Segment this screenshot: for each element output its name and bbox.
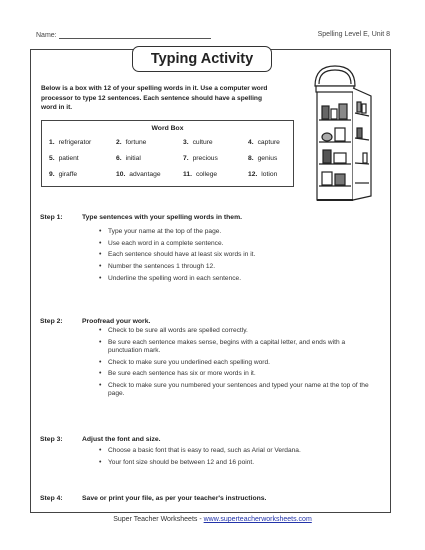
word-item: 10. advantage <box>116 171 161 178</box>
list-item: • Use each word in a complete sentence. <box>99 240 369 248</box>
step-3-title: Adjust the font and size. <box>82 436 161 443</box>
step-2-label: Step 2: <box>40 318 63 325</box>
step-3-label: Step 3: <box>40 436 63 443</box>
level-label: Spelling Level E, Unit 8 <box>317 31 390 38</box>
word-item: 6. initial <box>116 155 141 162</box>
word-item: 9. giraffe <box>49 171 78 178</box>
list-item: • Check to make sure you underlined each spelling word. <box>99 359 369 367</box>
list-item: • Be sure each sentence has six or more words in it. <box>99 370 369 378</box>
step-2-title: Proofread your work. <box>82 318 151 325</box>
name-line <box>59 31 211 39</box>
step-1-label: Step 1: <box>40 214 63 221</box>
list-item: • Underline the spelling word in each sentence. <box>99 275 369 283</box>
word-item: 2. fortune <box>116 139 147 146</box>
word-item: 11. college <box>183 171 218 178</box>
word-box <box>41 120 294 187</box>
step-1-title: Type sentences with your spelling words in them. <box>82 214 243 221</box>
footer <box>0 516 425 523</box>
step-3-list <box>99 447 369 470</box>
word-item: 3. culture <box>183 139 213 146</box>
word-item: 1. refrigerator <box>49 139 92 146</box>
list-item: • Each sentence should have at least six words in it. <box>99 251 369 259</box>
word-item: 7. precious <box>183 155 218 162</box>
footer-text: Super Teacher Worksheets - <box>113 516 204 523</box>
word-item: 4. capture <box>248 139 280 146</box>
step-1-list <box>99 228 369 287</box>
word-box-title: Word Box <box>151 125 184 132</box>
page-title: Typing Activity <box>132 46 272 72</box>
word-item: 5. patient <box>49 155 79 162</box>
intro-text: Below is a box with 12 of your spelling words in it. Use a computer word processor to type 12 sentences. Each sentence should have a spelling word in it. <box>41 85 268 112</box>
footer-link[interactable]: www.superteacherworksheets.com <box>203 516 312 523</box>
name-field <box>36 31 211 39</box>
step-2-list <box>99 327 369 402</box>
step-4-label: Step 4: <box>40 495 63 502</box>
list-item: • Type your name at the top of the page. <box>99 228 369 236</box>
list-item: • Choose a basic font that is easy to read, such as Arial or Verdana. <box>99 447 369 455</box>
word-item: 8. genius <box>248 155 278 162</box>
list-item: • Be sure each sentence makes sense, begins with a capital letter, and ends with a punctuation mark. <box>99 339 369 355</box>
list-item: • Check to make sure you numbered your sentences and typed your name at the top of the page. <box>99 382 369 398</box>
list-item: • Your font size should be between 12 and 16 point. <box>99 459 369 467</box>
word-item: 12. lotion <box>248 171 278 178</box>
refrigerator-illustration <box>305 58 377 208</box>
step-4-title: Save or print your file, as per your teacher's instructions. <box>82 495 267 502</box>
list-item: • Check to be sure all words are spelled correctly. <box>99 327 369 335</box>
name-label: Name: <box>36 32 57 39</box>
list-item: • Number the sentences 1 through 12. <box>99 263 369 271</box>
